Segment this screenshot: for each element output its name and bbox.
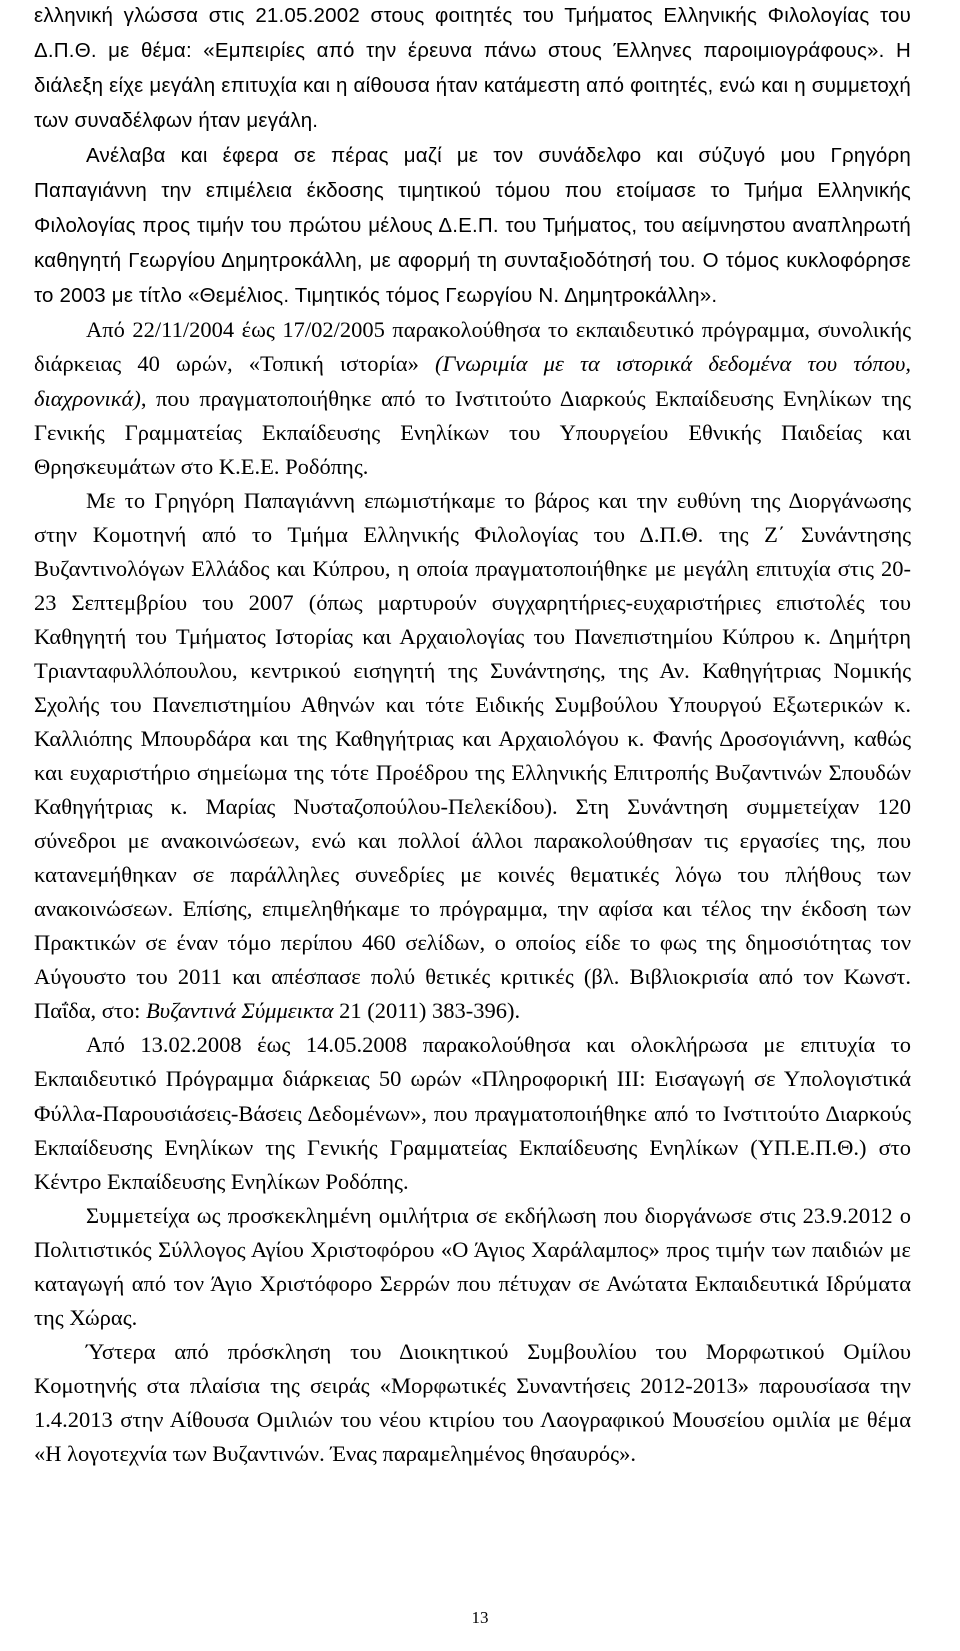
paragraph-text: Ανέλαβα και έφερα σε πέρας μαζί με τον συνάδελφο και σύζυγό μου Γρηγόρη Παπαγιάννη την επιμέλεια έκδοσης τιμητικού τόμου που ετοίμασε το Τμήμα Ελληνικής Φιλολογίας προς τιμήν του πρώτου μέλους Δ.Ε.Π. του Τμήματος, του αείμνηστου αναπληρωτή καθηγητή Γεωργίου Δημητροκάλλη, με αφορμή τη συνταξιοδότησή του. Ο τόμος κυκλοφόρησε το 2003 με τίτλο «Θεμέλιος. Τιμητικός τόμος Γεωργίου Ν. Δημητροκάλλη». [34, 144, 911, 308]
paragraph-local-history-program [34, 313, 911, 483]
paragraph-text: Από 13.02.2008 έως 14.05.2008 παρακολούθησα και ολοκλήρωσα με επιτυχία το Εκπαιδευτικό Πρόγραμμα διάρκειας 50 ωρών «Πληροφορική ΙΙΙ: Εισαγωγή σε Υπολογιστικά Φύλλα-Παρουσιάσεις-Βάσεις Δεδομένων», που πραγματοποιήθηκε από το Ινστιτούτο Διαρκούς Εκπαίδευσης Ενηλίκων της Γενικής Γραμματείας Εκπαίδευσης Ενηλίκων (ΥΠ.Ε.Π.Θ.) στο Κέντρο Εκπαίδευσης Ενηλίκων Ροδόπης. [34, 1032, 911, 1194]
page-number: 13 [471, 1608, 489, 1627]
paragraph-text: Από 22/11/2004 έως 17/02/2005 παρακολούθησα το εκπαιδευτικό πρόγραμμα, συνολικής διάρκειας 40 ωρών, «Τοπική ιστορία» [34, 317, 911, 377]
paragraph-text: Συμμετείχα ως προσκεκλημένη ομιλήτρια σε εκδήλωση που διοργάνωσε στις 23.9.2012 ο Πολιτιστικός Σύλλογος Αγίου Χριστοφόρου «Ο Άγιος Χαράλαμπος» προς τιμήν των παιδιών με καταγωγή από τον Άγιο Χριστόφορο Σερρών που πέτυχαν σε Ανώτατα Εκπαιδευτικά Ιδρύματα της Χώρας. [34, 1202, 911, 1330]
body-text [34, 0, 911, 1471]
paragraph-byzantinologists-meeting [34, 484, 911, 1029]
journal-title: Βυζαντινά Σύμμεικτα [146, 998, 334, 1024]
paragraph-italic-text: (Γνωριμία με τα ιστορικά δεδομένα του τόπου, διαχρονικά) [34, 351, 911, 411]
paragraph-text: Με το Γρηγόρη Παπαγιάννη επωμιστήκαμε το βάρος και την ευθύνη της Διοργάνωσης στην Κομοτηνή από το Τμήμα Ελληνικής Φιλολογίας του Δ.Π.Θ. της Ζ΄ Συνάντησης Βυζαντινολόγων Ελλάδος και Κύπρου, η οποία πραγματοποιήθηκε με μεγάλη επιτυχία στις 20-23 Σεπτεμβρίου του 2007 (όπως μαρτυρούν συγχαρητήριες-ευχαριστήριες επιστολές του Καθηγητή του Τμήματος Ιστορίας και Αρχαιολογίας του Πανεπιστημίου Κύπρου κ. Δημήτρη Τριανταφυλλόπουλου, κεντρικού εισηγητή της Συνάντησης, της Αν. Καθηγήτριας Νομικής Σχολής του Πανεπιστημίου Αθηνών και τότε Ειδικής Συμβούλου Υπουργού Εξωτερικών κ. Καλλιόπης Μπουρδάρα και της Καθηγήτριας και Αρχαιολόγου κ. Φανής Δροσογιάννη, καθώς και ευχαριστήριο σημείωμα της τότε Προέδρου της Ελληνικής Επιτροπής Βυζαντινών Σπουδών Καθηγήτριας κ. Μαρίας Νυσταζοπούλου-Πελεκίδου). Στη Συνάντηση συμμετείχαν 120 σύνεδροι με ανακοινώσεων, ενώ και πολλοί άλλοι παρακολούθησαν τις εργασίες της, που κατανεμήθηκαν σε παράλληλες συνεδρίες με κοινές θεματικές λόγω του πλήθους των ανακοινώσεων. Επίσης, επιμεληθήκαμε το πρόγραμμα, την αφίσα και τέλος την έκδοση των Πρακτικών σε έναν τόμο περίπου 460 σελίδων, ο οποίος είδε το φως της δημοσιότητας τον Αύγουστο του 2011 και απέσπασε πολύ θετικές κριτικές (βλ. Βιβλιοκρισία από τον Κωνστ. Παΐδα, στο: [34, 487, 911, 1024]
paragraph-lecture-continuation [34, 0, 911, 138]
paragraph-cultural-lecture [34, 1335, 911, 1471]
paragraph-text: ελληνική γλώσσα στις 21.05.2002 στους φοιτητές του Τμήματος Ελληνικής Φιλολογίας του Δ.Π.Θ. με θέμα: «Εμπειρίες από την έρευνα πάνω στους Έλληνες παροιμιογράφους». Η διάλεξη είχε μεγάλη επιτυχία και η αίθουσα ήταν κατάμεστη από φοιτητές, ενώ και η συμμετοχή των συναδέλφων ήταν μεγάλη. [34, 4, 911, 133]
paragraph-text: Ύστερα από πρόσκληση του Διοικητικού Συμβουλίου του Μορφωτικού Ομίλου Κομοτηνής στα πλαίσια της σειράς «Μορφωτικές Συναντήσεις 2012-2013» παρουσίασα την 1.4.2013 στην Αίθουσα Ομιλιών του νέου κτιρίου του Λαογραφικού Μουσείου ομιλία με θέμα «Η λογοτεχνία των Βυζαντινών. Ένας παραμελημένος θησαυρός». [34, 1338, 911, 1466]
paragraph-honorary-volume [34, 138, 911, 313]
paragraph-text: , που πραγματοποιήθηκε από το Ινστιτούτο Διαρκούς Εκπαίδευσης Ενηλίκων της Γενικής Γραμματείας Εκπαίδευσης Ενηλίκων του Υπουργείου Εθνικής Παιδείας και Θρησκευμάτων στο Κ.Ε.Ε. Ροδόπης. [34, 385, 911, 479]
paragraph-invited-speaker [34, 1199, 911, 1335]
paragraph-informatics-program [34, 1028, 911, 1198]
paragraph-text: 21 (2011) 383-396). [333, 998, 521, 1024]
